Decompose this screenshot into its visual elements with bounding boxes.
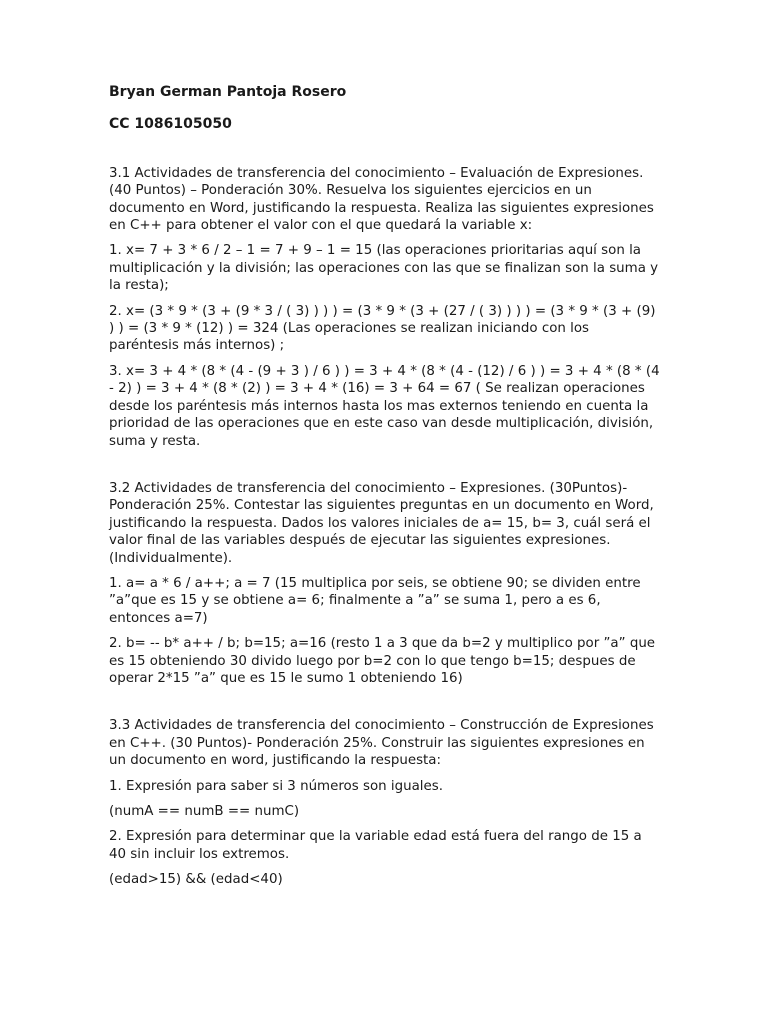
document-page <box>109 84 661 897</box>
section-3-3 <box>109 717 661 888</box>
section-3-1-item-2: 2. x= (3 * 9 * (3 + (9 * 3 / ( 3) ) ) ) = (3 * 9 * (3 + (27 / ( 3) ) ) ) = (3 * 9 * (3 + (9) ) ) = (3 * 9 * (12) ) = 324 (Las operaciones se realizan iniciando con los paréntesis más internos) ; <box>109 303 656 354</box>
section-3-2-item-2: 2. b= -- b* a++ / b; b=15; a=16 (resto 1 a 3 que da b=2 y multiplico por ”a” que es 15 obteniendo 30 divido luego por b=2 con lo que tengo b=15; despues de operar 2*15 ”a” que es 15 le sumo 1 obteniendo 16) <box>109 636 656 686</box>
section-3-3-intro: 3.3 Actividades de transferencia del conocimiento – Construcción de Expresiones en C++. (30 Puntos)- Ponderación 25%. Construir las siguientes expresiones en un documento en word, justificando la respuesta: <box>109 718 654 769</box>
section-3-1-item-3: 3. x= 3 + 4 * (8 * (4 - (9 + 3 ) / 6 ) ) = 3 + 4 * (8 * (4 - (12) / 6 ) ) = 3 + 4 * (8 * (4 - 2) ) = 3 + 4 * (8 * (2) ) = 3 + 4 * (16) = 3 + 64 = 67 ( Se realizan operaciones desde los paréntesis más internos hasta los mas externos teniendo en cuenta la prioridad de las operaciones que en este caso van desde multiplicación, división, suma y resta. <box>109 363 660 449</box>
section-3-3-item-2-answer: (edad>15) && (edad<40) <box>109 872 283 888</box>
section-3-3-item-1: 1. Expresión para saber si 3 números son iguales. <box>109 778 443 794</box>
section-3-3-item-1-answer: (numA == numB == numC) <box>109 804 300 819</box>
section-3-2-item-1: 1. a= a * 6 / a++; a = 7 (15 multiplica por seis, se obtiene 90; se dividen entre ”a”que es 15 y se obtiene a= 6; finalmente a ”a” se suma 1, pero a es 6, entonces a=7) <box>109 575 641 626</box>
section-3-1-intro: 3.1 Actividades de transferencia del conocimiento – Evaluación de Expresiones. (40 Puntos) – Ponderación 30%. Resuelva los siguientes ejercicios en un documento en Word, justificando la respuesta. Realiza las siguientes expresiones en C++ para obtener el valor con el que quedará la variable x: <box>109 165 654 234</box>
section-3-1 <box>109 165 661 450</box>
section-3-1-item-1: 1. x= 7 + 3 * 6 / 2 – 1 = 7 + 9 – 1 = 15 (las operaciones prioritarias aquí son la multiplicación y la división; las operaciones con las que se finalizan son la suma y la resta); <box>109 243 659 294</box>
section-3-2-intro: 3.2 Actividades de transferencia del conocimiento – Expresiones. (30Puntos)-Ponderación 25%. Contestar las siguientes preguntas en un documento en Word, justificando la respuesta. Dados los valores iniciales de a= 15, b= 3, cuál será el valor final de las variables después de ejecutar las siguientes expresiones. (Individualmente). <box>109 480 654 566</box>
author-name: Bryan German Pantoja Rosero <box>109 84 347 100</box>
section-3-3-item-2: 2. Expresión para determinar que la variable edad está fuera del rango de 15 a 40 sin incluir los extremos. <box>109 829 642 862</box>
section-3-2 <box>109 480 661 687</box>
author-id: CC 1086105050 <box>109 116 232 133</box>
